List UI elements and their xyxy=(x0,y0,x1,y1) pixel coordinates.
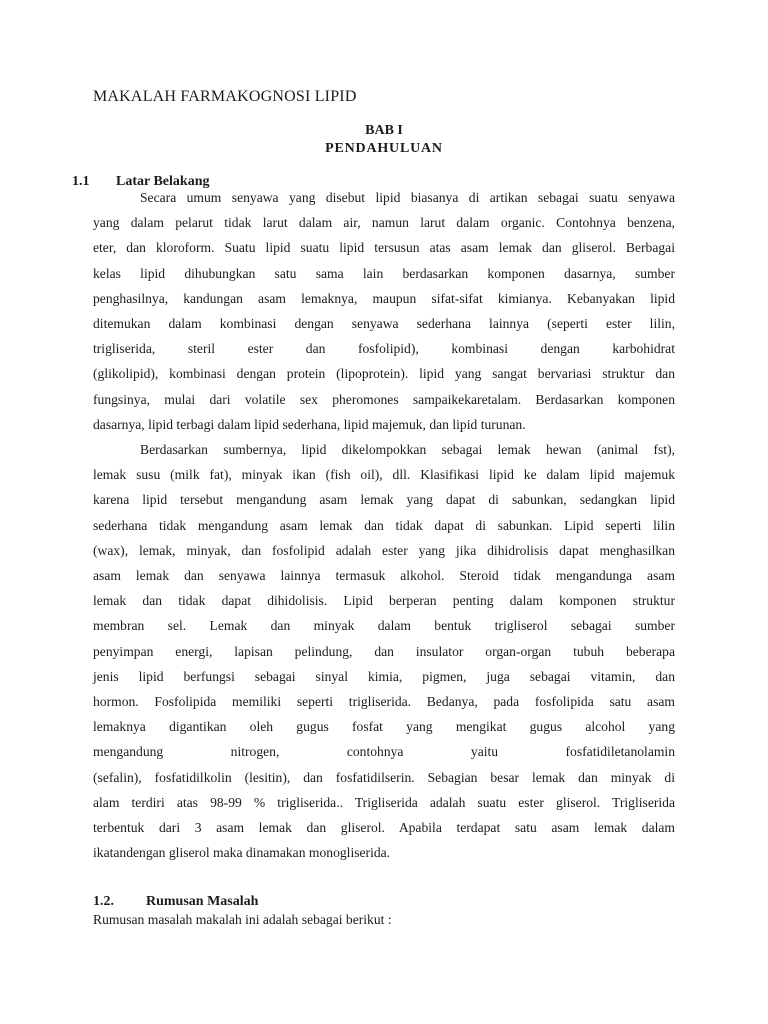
paragraph-line: membran sel. Lemak dan minyak dalam bentuk trigliserol sebagai sumber xyxy=(93,618,675,634)
document-title: MAKALAH FARMAKOGNOSI LIPID xyxy=(93,88,357,105)
chapter-number: BAB I xyxy=(365,123,403,138)
paragraph-line: (sefalin), fosfatidilkolin (lesitin), dan fosfatidilserin. Sebagian besar lemak dan minyak di xyxy=(93,769,675,785)
paragraph-line: (glikolipid), kombinasi dengan protein (lipoprotein). lipid yang sangat bervariasi struktur dan xyxy=(93,366,675,382)
paragraph-line: ditemukan dalam kombinasi dengan senyawa sederhana lainnya (seperti ester lilin, xyxy=(93,316,675,331)
paragraph-line: terbentuk dari 3 asam lemak dan gliserol. Apabila terdapat satu asam lemak dalam xyxy=(93,820,675,835)
paragraph-line: Secara umum senyawa yang disebut lipid biasanya di artikan sebagai suatu senyawa xyxy=(140,190,675,205)
paragraph-line: Berdasarkan sumbernya, lipid dikelompokkan sebagai lemak hewan (animal fst), xyxy=(140,442,675,457)
paragraph-line: jenis lipid berfungsi sebagai sinyal kimia, pigmen, juga sebagai vitamin, dan xyxy=(93,668,675,684)
paragraph-line: penyimpan energi, lapisan pelindung, dan insulator organ-organ tubuh beberapa xyxy=(93,643,675,659)
paragraph-line: fungsinya, mulai dari volatile sex pheromones sampaikekaretalam. Berdasarkan komponen xyxy=(93,391,675,407)
paragraph-line: (wax), lemak, minyak, dan fosfolipid adalah ester yang jika dihidrolisis dapat menghasilkan xyxy=(93,542,675,558)
paragraph-line: karena lipid tersebut mengandung asam lemak yang dapat di sabunkan, sedangkan lipid xyxy=(93,492,675,508)
paragraph-line: mengandung nitrogen, contohnya yaitu fosfatidiletanolamin xyxy=(93,744,675,760)
paragraph-line: penghasilnya, kandungan asam lemaknya, maupun sifat-sifat kimianya. Kebanyakan lipid xyxy=(93,290,675,306)
paragraph-line: asam lemak dan senyawa lainnya termasuk alkohol. Steroid tidak mengandunga asam xyxy=(93,568,675,583)
section-text: Rumusan masalah makalah ini adalah sebagai berikut : xyxy=(93,912,392,927)
paragraph-line: lemak susu (milk fat), minyak ikan (fish oil), dll. Klasifikasi lipid ke dalam lipid majemuk xyxy=(93,467,675,483)
paragraph-line: dasarnya, lipid terbagi dalam lipid sederhana, lipid majemuk, dan lipid turunan. xyxy=(93,416,526,432)
paragraph-line: lemaknya digantikan oleh gugus fosfat yang mengikat gugus alcohol yang xyxy=(93,719,675,735)
paragraph-line: yang dalam pelarut tidak larut dalam air, namun larut dalam organic. Contohnya benzena, xyxy=(93,215,675,231)
section-number: 1.1 xyxy=(72,174,90,189)
section-number: 1.2. xyxy=(93,894,114,909)
paragraph-line: sederhana tidak mengandung asam lemak dan tidak dapat di sabunkan. Lipid seperti lilin xyxy=(93,517,675,533)
section-heading: Latar Belakang xyxy=(116,174,210,189)
chapter-title: PENDAHULUAN xyxy=(325,141,443,156)
paragraph-line: alam terdiri atas 98-99 % trigliserida.. Trigliserida adalah suatu ester gliserol. Trigliserida xyxy=(93,794,675,810)
section-heading: Rumusan Masalah xyxy=(146,894,259,909)
paragraph-line: eter, dan kloroform. Suatu lipid suatu lipid tersusun atas asam lemak dan gliserol. Berbagai xyxy=(93,240,675,256)
paragraph-line: lemak dan tidak dapat dihidolisis. Lipid berperan penting dalam komponen struktur xyxy=(93,593,675,609)
paragraph-line: trigliserida, steril ester dan fosfolipid), kombinasi dengan karbohidrat xyxy=(93,341,675,357)
paragraph-line: ikatandengan gliserol maka dinamakan monogliserida. xyxy=(93,845,391,861)
paragraph-line: hormon. Fosfolipida memiliki seperti trigliserida. Bedanya, pada fosfolipida satu asam xyxy=(93,694,675,709)
paragraph-line: kelas lipid dihubungkan satu sama lain berdasarkan komponen dasarnya, sumber xyxy=(93,265,675,281)
